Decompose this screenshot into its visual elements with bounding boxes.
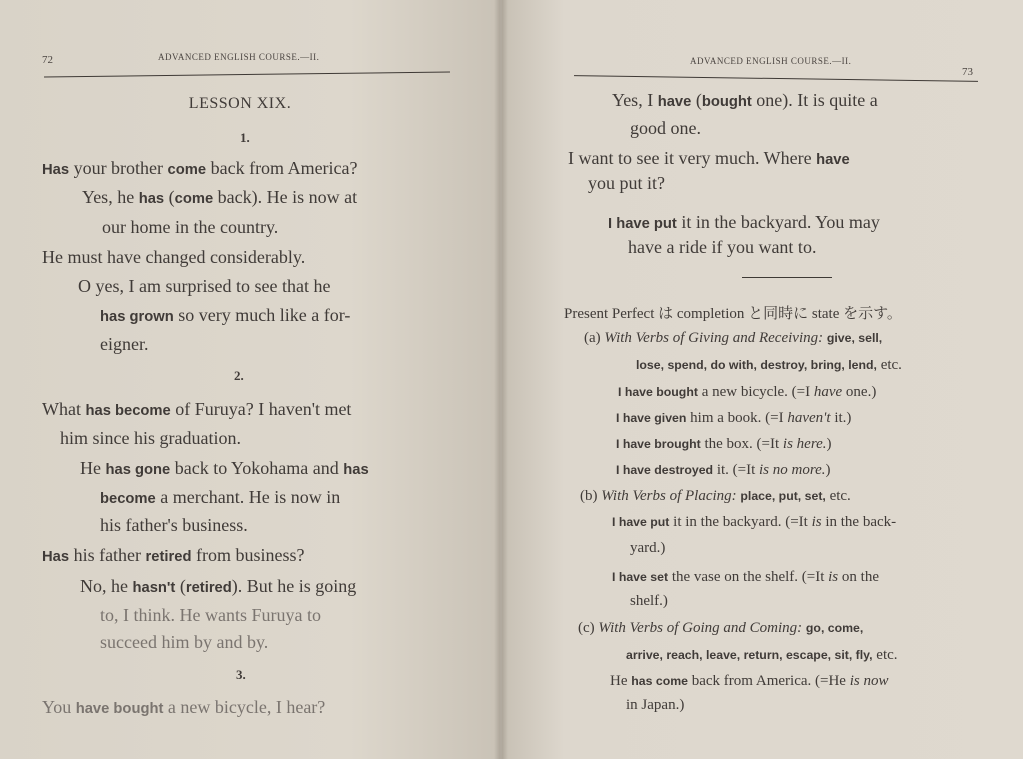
section-number: 1. [240,130,250,145]
right-page [502,0,1023,759]
text-line: succeed him by and by. [100,632,269,652]
text-line: Yes, he has (come back). He is now at [82,187,358,207]
dialogue-line: have a ride if you want to. [628,237,817,257]
lesson-title: LESSON XIX. [188,95,292,112]
grammar-line: I have destroyed it. (=It is no more.) [616,462,831,478]
dialogue-line: Yes, I have (bought one). It is quite a [612,90,878,110]
dialogue-line: good one. [630,118,701,138]
dialogue-line: I want to see it very much. Where have [568,148,850,168]
text-line: What has become of Furuya? I haven't met [42,399,352,419]
grammar-line: (c) With Verbs of Going and Coming: go, come, [578,620,864,636]
section-number: 3. [236,667,246,682]
section-number: 2. [234,368,244,383]
book-gutter [494,0,508,759]
text-line: our home in the country. [102,217,279,237]
grammar-line: Present Perfect は completion と同時に state を示す。 [564,306,902,322]
grammar-line: He has come back from America. (=He is now [610,673,889,689]
grammar-line: (a) With Verbs of Giving and Receiving: give, sell, [584,330,883,346]
grammar-line: in Japan.) [626,697,685,713]
text-line: his father's business. [100,515,248,535]
text-line: has grown so very much like a for- [100,305,351,325]
grammar-line: I have bought a new bicycle. (=I have one.) [618,384,877,400]
grammar-line: yard.) [630,540,666,556]
right-page-number: 73 [962,66,973,78]
left-page-number: 72 [42,54,53,66]
text-line: No, he hasn't (retired). But he is going [80,576,357,596]
dialogue-line: you put it? [588,173,665,193]
grammar-line: (b) With Verbs of Placing: place, put, set, etc. [580,488,851,504]
grammar-line: I have given him a book. (=I haven't it.) [616,410,852,426]
text-line: eigner. [100,334,149,354]
text-line: O yes, I am surprised to see that he [78,276,331,296]
text-line: Has his father retired from business? [42,545,305,565]
text-line: become a merchant. He is now in [100,487,341,507]
text-line: He must have changed considerably. [42,247,306,267]
grammar-line: arrive, reach, leave, return, escape, sit, fly, etc. [626,647,898,663]
grammar-line: I have set the vase on the shelf. (=It is on the [612,569,879,585]
text-line: him since his graduation. [60,428,241,448]
grammar-line: shelf.) [630,593,668,609]
text-line: Has your brother come back from America? [42,158,358,178]
text-line: to, I think. He wants Furuya to [100,605,321,625]
grammar-line: I have put it in the backyard. (=It is in the back- [612,514,897,530]
section-divider [742,277,832,278]
left-running-header: ADVANCED ENGLISH COURSE.—II. [158,52,320,62]
grammar-line: lose, spend, do with, destroy, bring, lend, etc. [636,357,902,373]
grammar-line: I have brought the box. (=It is here.) [616,436,832,452]
right-running-header: ADVANCED ENGLISH COURSE.—II. [690,56,852,66]
dialogue-line: I have put it in the backyard. You may [608,212,880,232]
text-line: You have bought a new bicycle, I hear? [42,697,326,717]
text-line: He has gone back to Yokohama and has [80,458,369,478]
